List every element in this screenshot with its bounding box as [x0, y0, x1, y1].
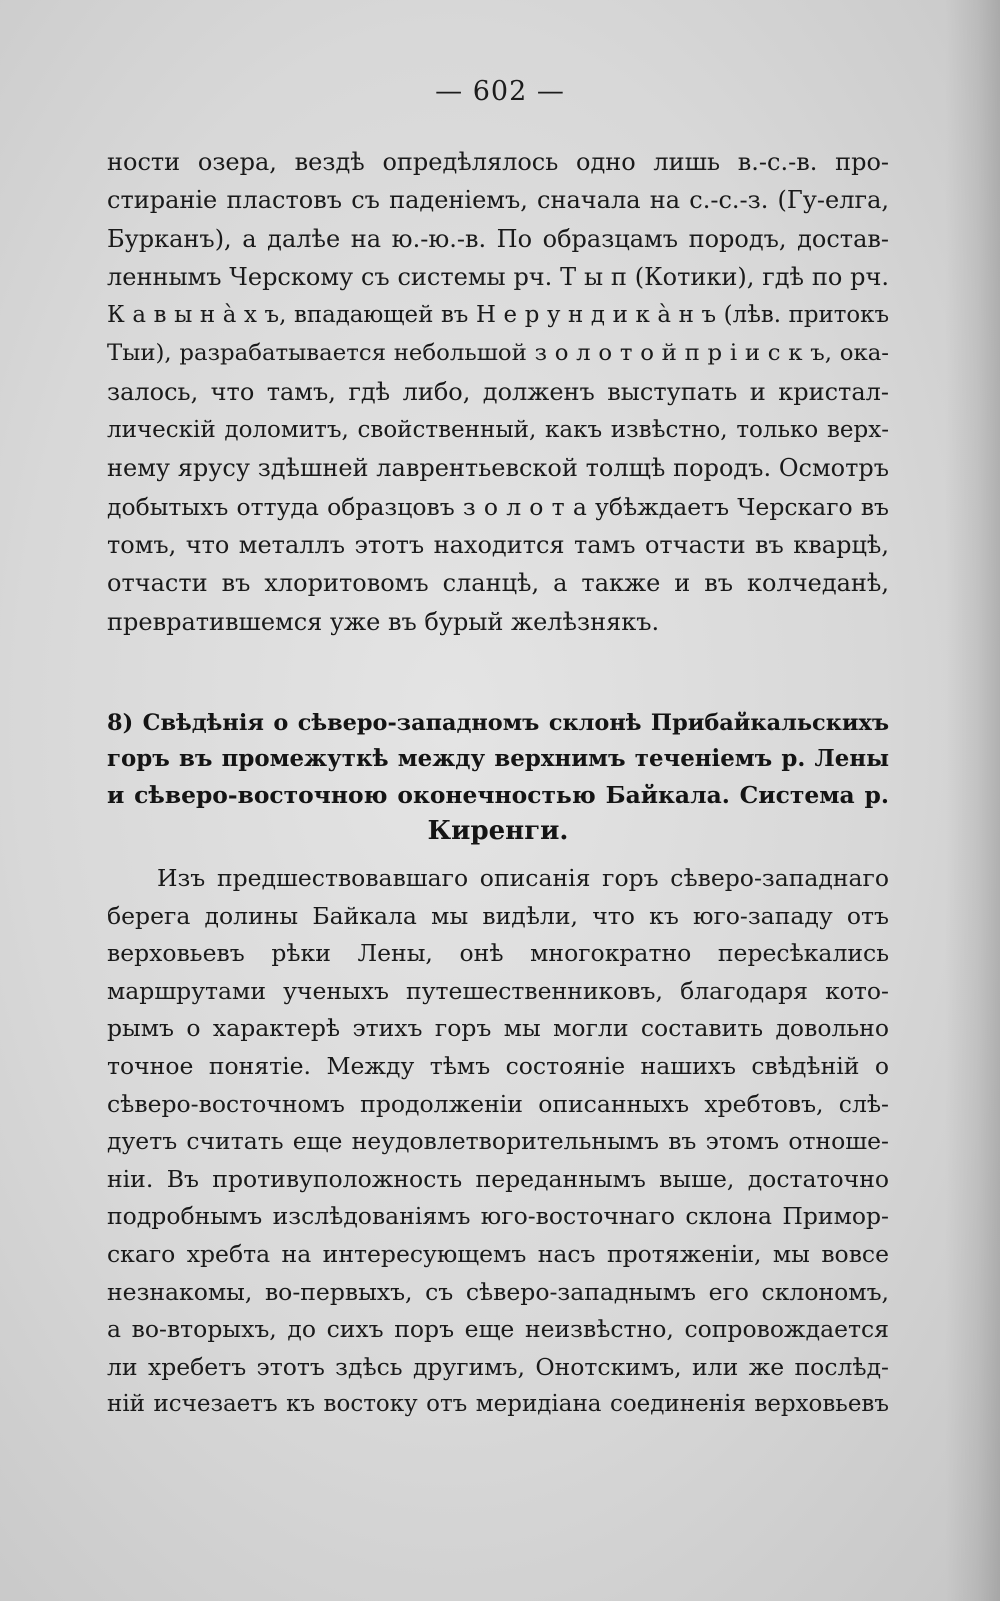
page-number: — 602 — — [435, 76, 565, 107]
paragraph-line: томъ, что металлъ этотъ находится тамъ отчасти въ кварцѣ, — [107, 530, 889, 559]
paragraph-1 — [107, 143, 889, 641]
paragraph-line: залось, что тамъ, гдѣ либо, долженъ выступать и кристал- — [107, 377, 889, 406]
paragraph-line: отчасти въ хлоритовомъ сланцѣ, а также и въ колчеданѣ, — [107, 569, 889, 598]
heading-line: и сѣверо-восточною оконечностью Байкала. Система р. — [107, 781, 889, 809]
paragraph-line: рымъ о характерѣ этихъ горъ мы могли составить довольно — [107, 1014, 889, 1043]
paragraph-line: берега долины Байкала мы видѣли, что къ юго-западу отъ — [107, 901, 889, 930]
paragraph-line: маршрутами ученыхъ путешественниковъ, благодаря кото- — [107, 976, 889, 1005]
heading-line: Киренги. — [427, 816, 569, 846]
binding-shadow — [945, 0, 1000, 1601]
paragraph-line: верховьевъ рѣки Лены, онѣ многократно пересѣкались — [107, 939, 889, 968]
paragraph-line: ніи. Въ противуположность переданнымъ выше, достаточно — [107, 1164, 889, 1193]
paragraph-line: ли хребетъ этотъ здѣсь другимъ, Онотскимъ, или же послѣд- — [107, 1352, 889, 1381]
paragraph-line: стираніе пластовъ съ паденіемъ, сначала на с.-с.-з. (Гу-елга, — [107, 186, 889, 215]
paragraph-line: нему ярусу здѣшней лаврентьевской толщѣ породъ. Осмотръ — [107, 454, 889, 483]
paragraph-line: К а в ы н а̀ х ъ, впадающей въ Н е р у н д и к а̀ н ъ (лѣв. притокъ — [107, 302, 889, 329]
paragraph-line: ности озера, вездѣ опредѣлялось одно лишь в.-с.-в. про- — [107, 148, 889, 176]
paragraph-2 — [107, 860, 889, 1424]
paragraph-line: лическій доломитъ, свойственный, какъ извѣстно, только верх- — [107, 417, 889, 444]
paragraph-line: ній исчезаетъ къ востоку отъ меридіана соединенія верховьевъ — [107, 1391, 889, 1418]
paragraph-line: а во-вторыхъ, до сихъ поръ еще неизвѣстно, сопровождается — [107, 1315, 889, 1344]
section-heading — [107, 705, 889, 849]
paragraph-line: Бурканъ), а далѣе на ю.-ю.-в. По образцамъ породъ, достав- — [107, 224, 889, 253]
paragraph-line: точное понятіе. Между тѣмъ состояніе нашихъ свѣдѣній о — [107, 1051, 889, 1080]
paragraph-line: скаго хребта на интересующемъ насъ протяженіи, мы вовсе — [107, 1239, 889, 1268]
paragraph-line: добытыхъ оттуда образцовъ з о л о т а убѣждаетъ Черскаго въ — [107, 492, 889, 521]
heading-line: горъ въ промежуткѣ между верхнимъ теченіемъ р. Лены — [107, 746, 889, 772]
paragraph-line: незнакомы, во-первыхъ, съ сѣверо-западнымъ его склономъ, — [107, 1277, 889, 1306]
paragraph-line: Изъ предшествовавшаго описанія горъ сѣверо-западнаго — [157, 864, 889, 892]
paragraph-line: подробнымъ изслѣдованіямъ юго-восточнаго склона Примор- — [107, 1202, 889, 1231]
heading-line: 8) Свѣдѣнія о сѣверо-западномъ склонѣ Прибайкальскихъ — [107, 710, 889, 736]
paragraph-line: леннымъ Черскому съ системы рч. Т ы п (Котики), гдѣ по рч. — [107, 262, 889, 291]
paragraph-line: превратившемся уже въ бурый желѣзнякъ. — [107, 607, 660, 636]
paragraph-line: Тыи), разрабатывается небольшой з о л о т о й п р і и с к ъ, ока- — [107, 340, 889, 367]
paragraph-line: сѣверо-восточномъ продолженіи описанныхъ хребтовъ, слѣ- — [107, 1089, 889, 1118]
paragraph-line: дуетъ считать еще неудовлетворительнымъ въ этомъ отноше- — [107, 1127, 889, 1156]
